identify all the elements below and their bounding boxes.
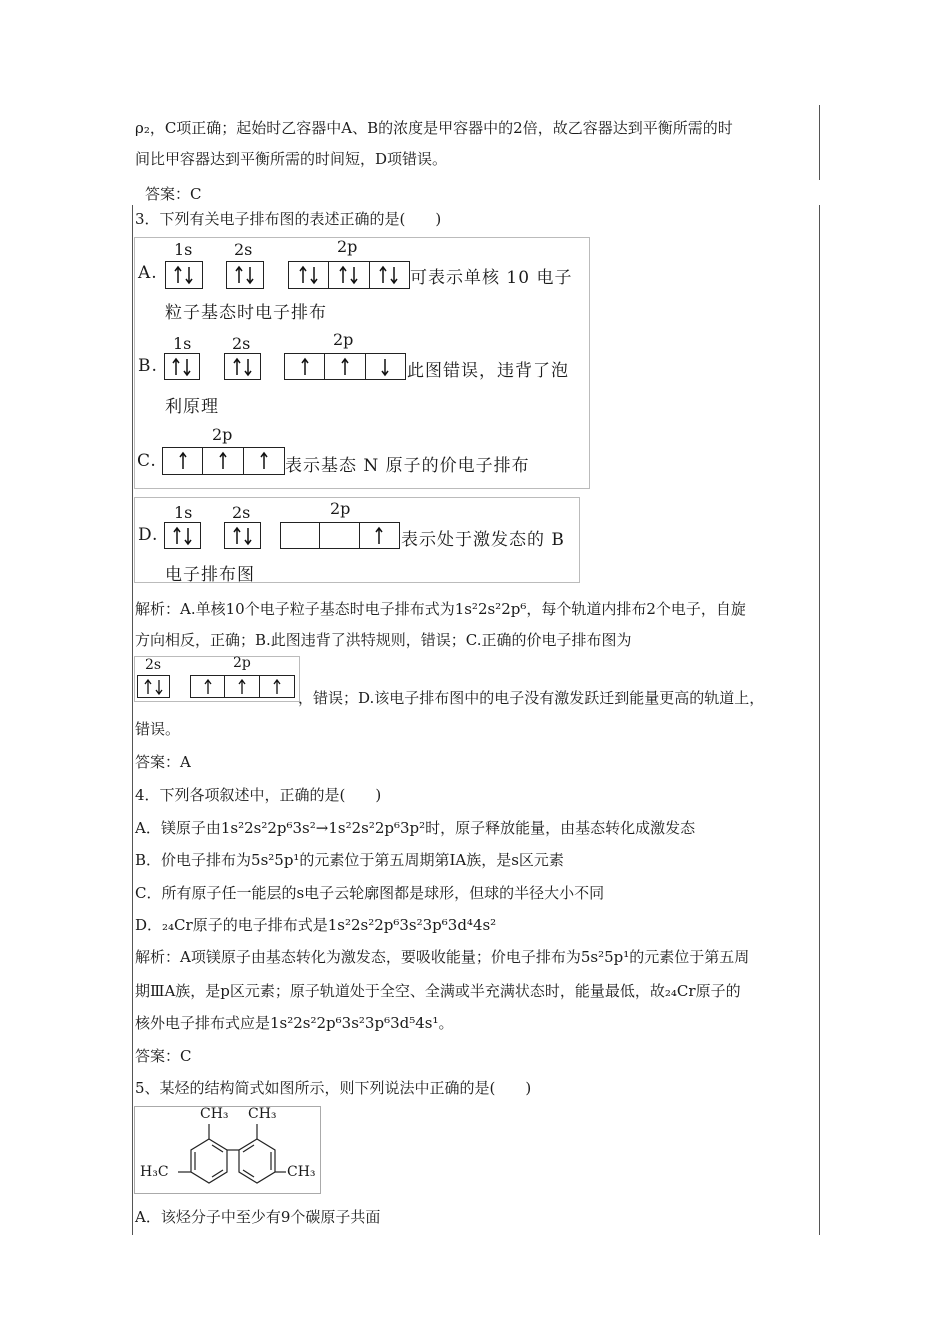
analysis-line: 方向相反，正确；B.此图违背了洪特规则，错误；C.正确的价电子排布图为 [135,631,632,649]
option-d-text-2: 电子排布图 [165,565,255,585]
left-rule-main [132,205,133,1235]
methyl-label: CH₃ [248,1106,277,1122]
analysis-line: 解析：A项镁原子由基态转化为激发态，要吸收能量；价电子排布为5s²5p¹的元素位于第五周 [135,948,750,966]
label-1s: 1s [174,503,193,522]
question-3: 3．下列有关电子排布图的表述正确的是( ) [135,210,442,228]
answer-line: 答案：C [135,1047,192,1065]
analysis-line: 错误。 [135,720,181,738]
label-2p: 2p [330,499,351,518]
question-4: 4．下列各项叙述中，正确的是( ) [135,786,382,804]
label-2p: 2p [337,237,358,256]
option-b: B．价电子排布为5s²5p¹的元素位于第五周期第ⅠA族，是s区元素 [135,851,564,869]
label-2p: 2p [212,425,233,444]
question-5: 5、某烃的结构简式如图所示，则下列说法中正确的是( ) [135,1079,532,1097]
label-2s: 2s [234,240,253,259]
answer-line: 答案：A [135,753,191,771]
orbital-2p [288,261,410,289]
option-a-text-2: 粒子基态时电子排布 [165,303,327,323]
orbital-1s [165,261,203,289]
option-letter-d: D. [138,525,159,545]
orbital-2p [190,675,295,698]
text-line: 间比甲容器达到平衡所需的时间短，D项错误。 [135,150,448,168]
analysis-line: 核外电子排布式应是1s²2s²2p⁶3s²3p⁶3d⁵4s¹。 [135,1014,454,1032]
option-c-text: 表示基态 N 原子的价电子排布 [285,456,530,476]
orbital-1s [164,522,201,549]
orbital-2s [224,522,261,549]
option-letter-b: B. [138,356,158,376]
label-1s: 1s [173,334,192,353]
label-2s: 2s [232,334,251,353]
orbital-1s [164,353,200,380]
methyl-label: H₃C [140,1164,169,1180]
label-2s: 2s [232,503,251,522]
orbital-2s [224,353,261,380]
label-2p: 2p [233,655,251,671]
orbital-2p [280,522,400,549]
orbital-2p [162,447,285,475]
orbital-2s [226,261,264,289]
option-letter-c: C. [137,451,157,471]
label-1s: 1s [174,240,193,259]
analysis-line: ，错误；D.该电子排布图中的电子没有激发跃迁到能量更高的轨道上， [298,689,765,707]
methyl-label: CH₃ [287,1164,316,1180]
option-b-text: 此图错误，违背了泡 [407,361,569,381]
option-d: D．₂₄Cr原子的电子排布式是1s²2s²2p⁶3s²3p⁶3d⁴4s² [135,916,497,934]
option-b-text-2: 利原理 [165,397,219,417]
analysis-line: 解析：A.单核10个电子粒子基态时电子排布式为1s²2s²2p⁶，每个轨道内排布2个电子，自旋 [135,600,746,618]
option-letter-a: A. [138,263,158,283]
orbital-2p [284,353,406,380]
analysis-line: 期ⅢA族，是p区元素；原子轨道处于全空、全满或半充满状态时，能量最低，故₂₄Cr原子的 [135,982,741,1000]
option-c: C．所有原子任一能层的s电子云轮廓图都是球形，但球的半径大小不同 [135,884,605,902]
orbital-2s [137,675,170,698]
answer-line: 答案：C [145,185,202,203]
option-a: A．该烃分子中至少有9个碳原子共面 [135,1208,381,1226]
right-rule-top [819,105,820,180]
methyl-label: CH₃ [200,1106,229,1122]
option-a-text: 可表示单核 10 电子 [410,268,573,288]
label-2p: 2p [333,330,354,349]
option-a: A．镁原子由1s²2s²2p⁶3s²→1s²2s²2p⁶3p²时，原子释放能量，由基态转化成激发态 [135,819,696,837]
right-rule-main [819,205,820,1235]
option-d-text: 表示处于激发态的 B [401,530,565,550]
label-2s: 2s [145,657,162,673]
text-line: ρ₂，C项正确；起始时乙容器中A、B的浓度是甲容器中的2倍，故乙容器达到平衡所需的时 [135,119,733,137]
